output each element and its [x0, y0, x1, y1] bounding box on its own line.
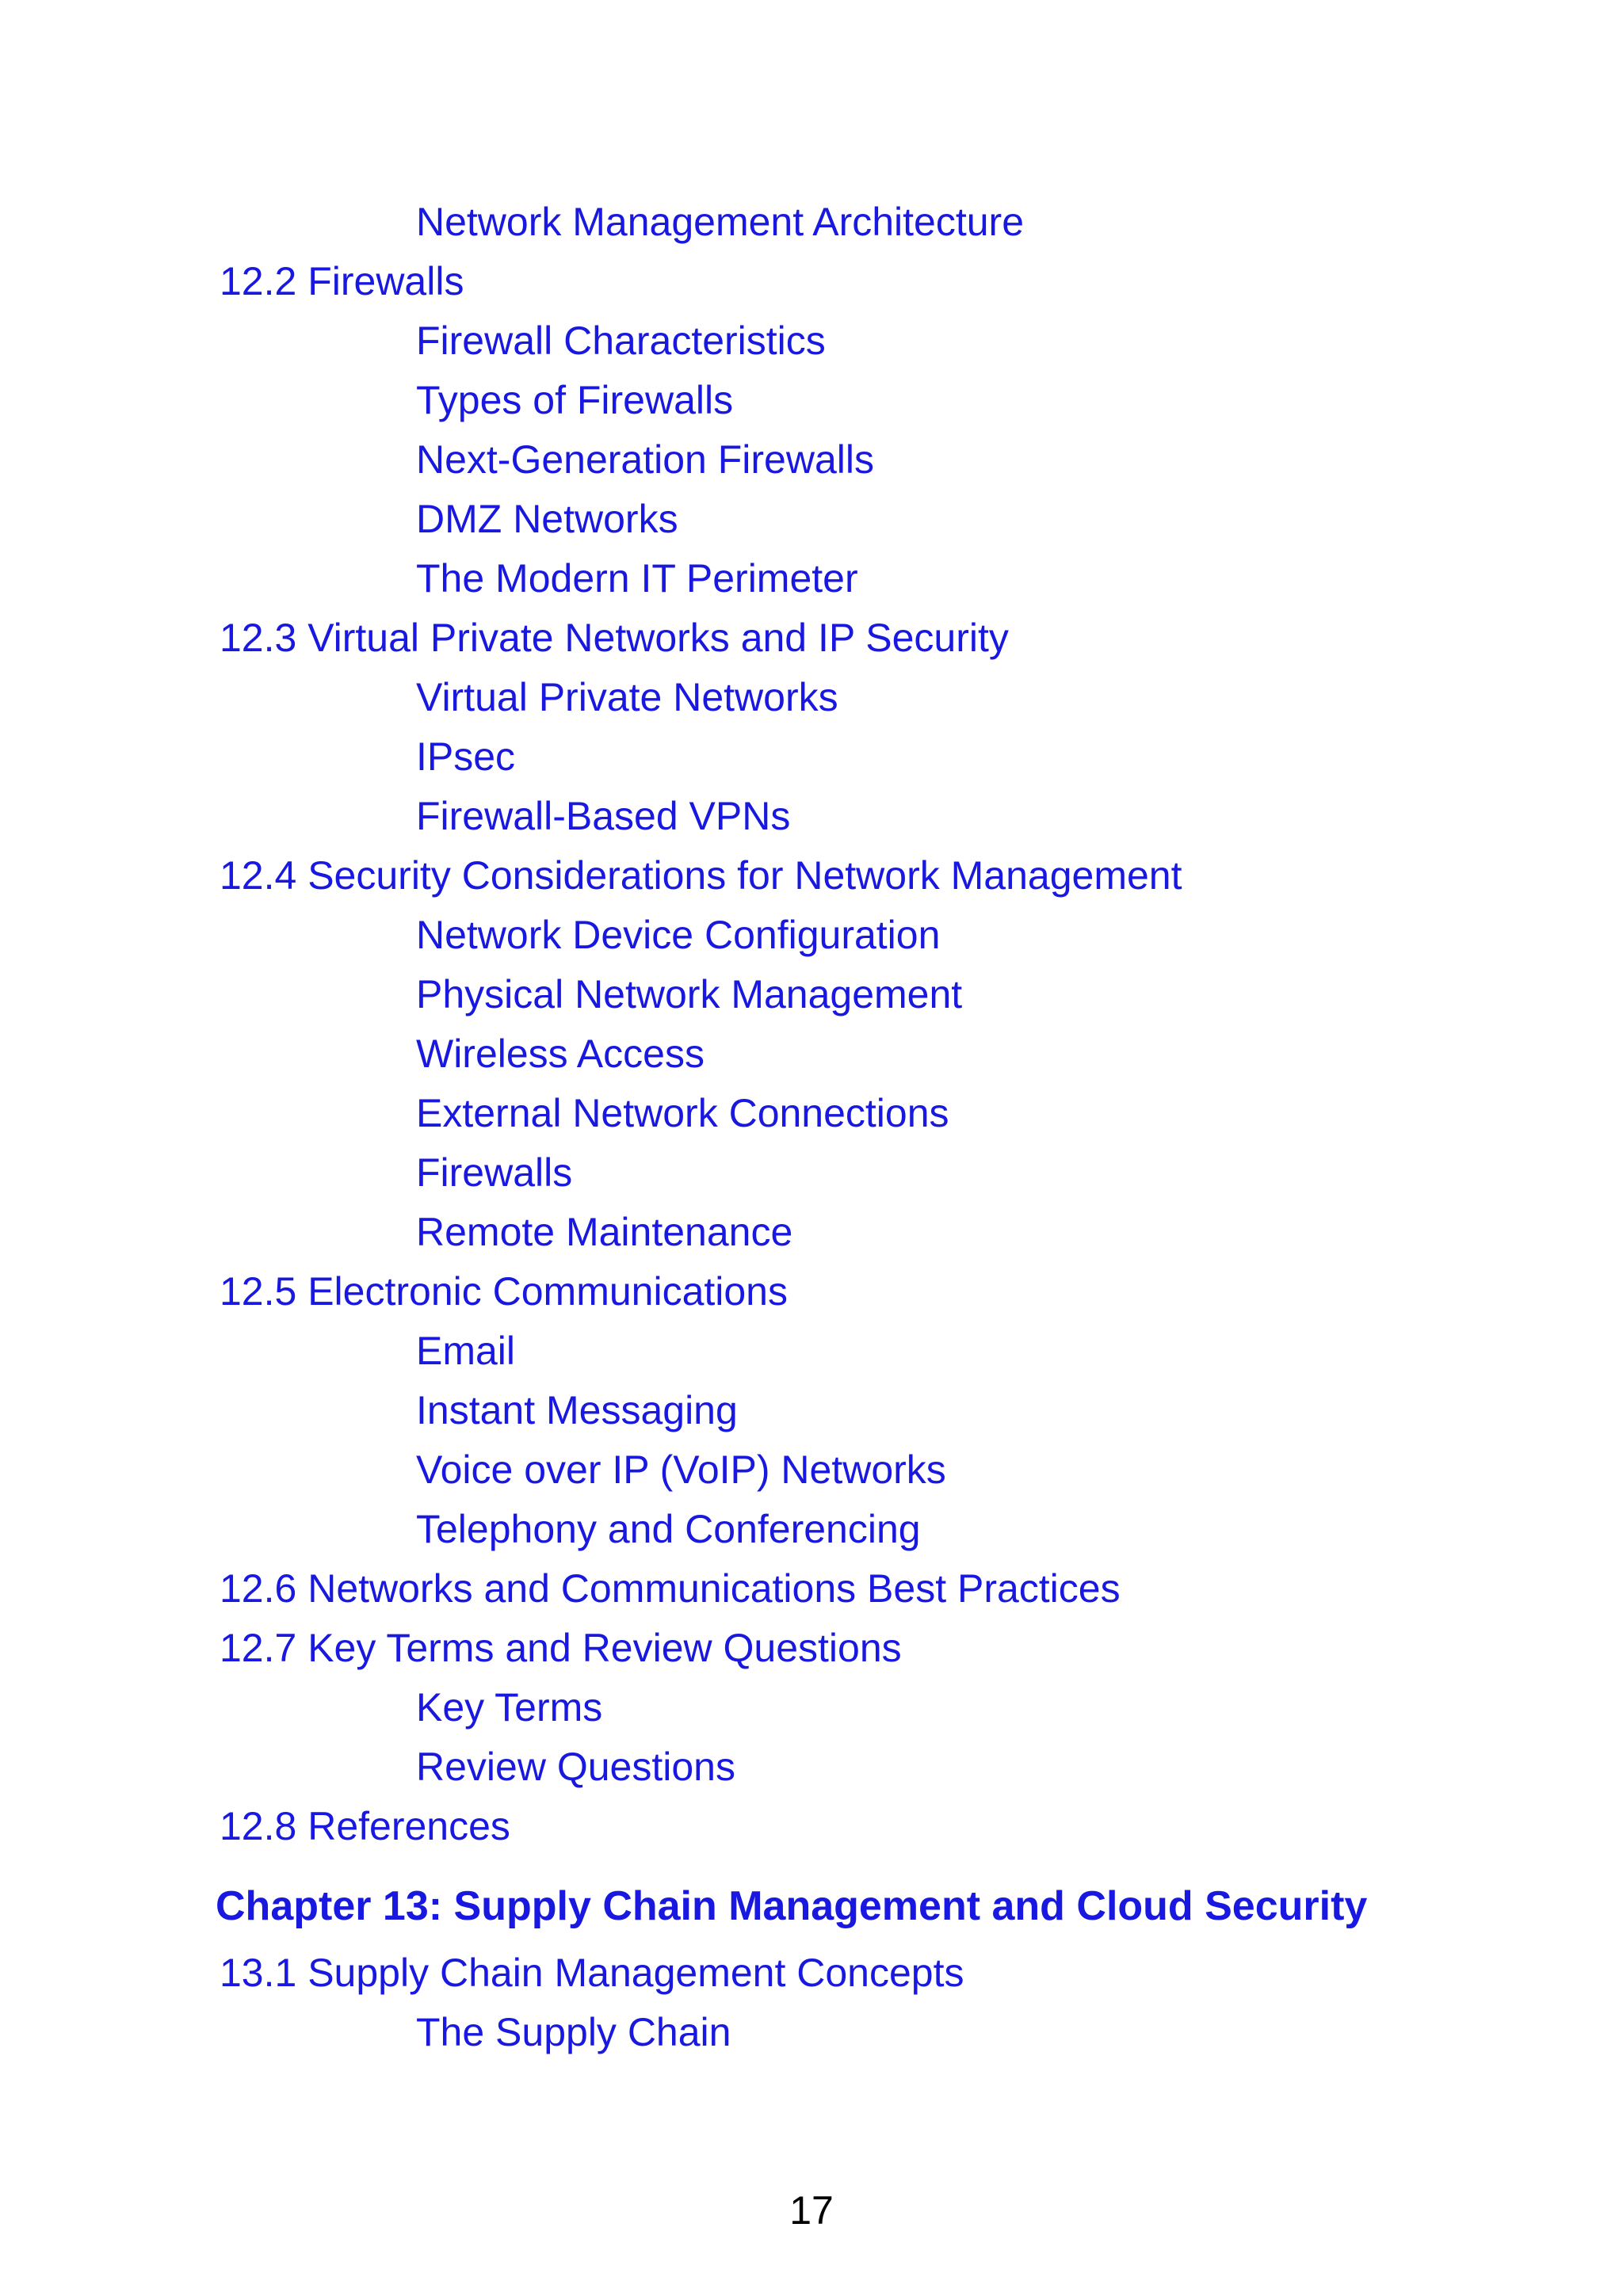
toc-entry[interactable]: 13.1 Supply Chain Management Concepts — [220, 1951, 964, 1995]
toc-entry[interactable]: IPsec — [416, 734, 516, 779]
toc-entry[interactable]: Telephony and Conferencing — [416, 1507, 921, 1551]
toc-entry[interactable]: Email — [416, 1329, 516, 1373]
toc-entry[interactable]: Virtual Private Networks — [416, 675, 838, 719]
toc-entry[interactable]: The Supply Chain — [416, 2010, 731, 2054]
toc-chapter-heading[interactable]: Chapter 13: Supply Chain Management and Cloud Security — [216, 1883, 1368, 1929]
toc-entry[interactable]: Wireless Access — [416, 1032, 705, 1076]
toc-entry[interactable]: Review Questions — [416, 1745, 735, 1789]
page-number: 17 — [789, 2188, 834, 2233]
toc-entry[interactable]: Firewall-Based VPNs — [416, 794, 791, 838]
toc-entry[interactable]: The Modern IT Perimeter — [416, 556, 858, 601]
toc-entry[interactable]: Physical Network Management — [416, 972, 963, 1016]
toc-entry[interactable]: 12.5 Electronic Communications — [220, 1269, 788, 1314]
toc-entry[interactable]: 12.8 References — [220, 1804, 510, 1848]
toc-entry[interactable]: 12.4 Security Considerations for Network Management — [220, 853, 1182, 898]
toc-entry[interactable]: Remote Maintenance — [416, 1210, 793, 1254]
toc-entry[interactable]: Next-Generation Firewalls — [416, 437, 874, 482]
toc-entry[interactable]: External Network Connections — [416, 1091, 949, 1135]
toc-entry[interactable]: Network Device Configuration — [416, 913, 941, 957]
toc-entry[interactable]: Key Terms — [416, 1685, 603, 1730]
toc-entry[interactable]: Instant Messaging — [416, 1388, 738, 1432]
toc-entry[interactable]: 12.7 Key Terms and Review Questions — [220, 1626, 902, 1670]
toc-entry[interactable]: 12.3 Virtual Private Networks and IP Security — [220, 616, 1009, 660]
toc-entry[interactable]: DMZ Networks — [416, 497, 678, 541]
toc-entry[interactable]: Voice over IP (VoIP) Networks — [416, 1447, 946, 1492]
toc-entry[interactable]: Firewall Characteristics — [416, 318, 826, 363]
toc-entry[interactable]: Firewalls — [416, 1150, 573, 1195]
toc-entry[interactable]: 12.6 Networks and Communications Best Practices — [220, 1566, 1121, 1611]
toc-entry[interactable]: 12.2 Firewalls — [220, 259, 464, 303]
toc-entry[interactable]: Network Management Architecture — [416, 200, 1025, 244]
toc-entry[interactable]: Types of Firewalls — [416, 378, 734, 422]
